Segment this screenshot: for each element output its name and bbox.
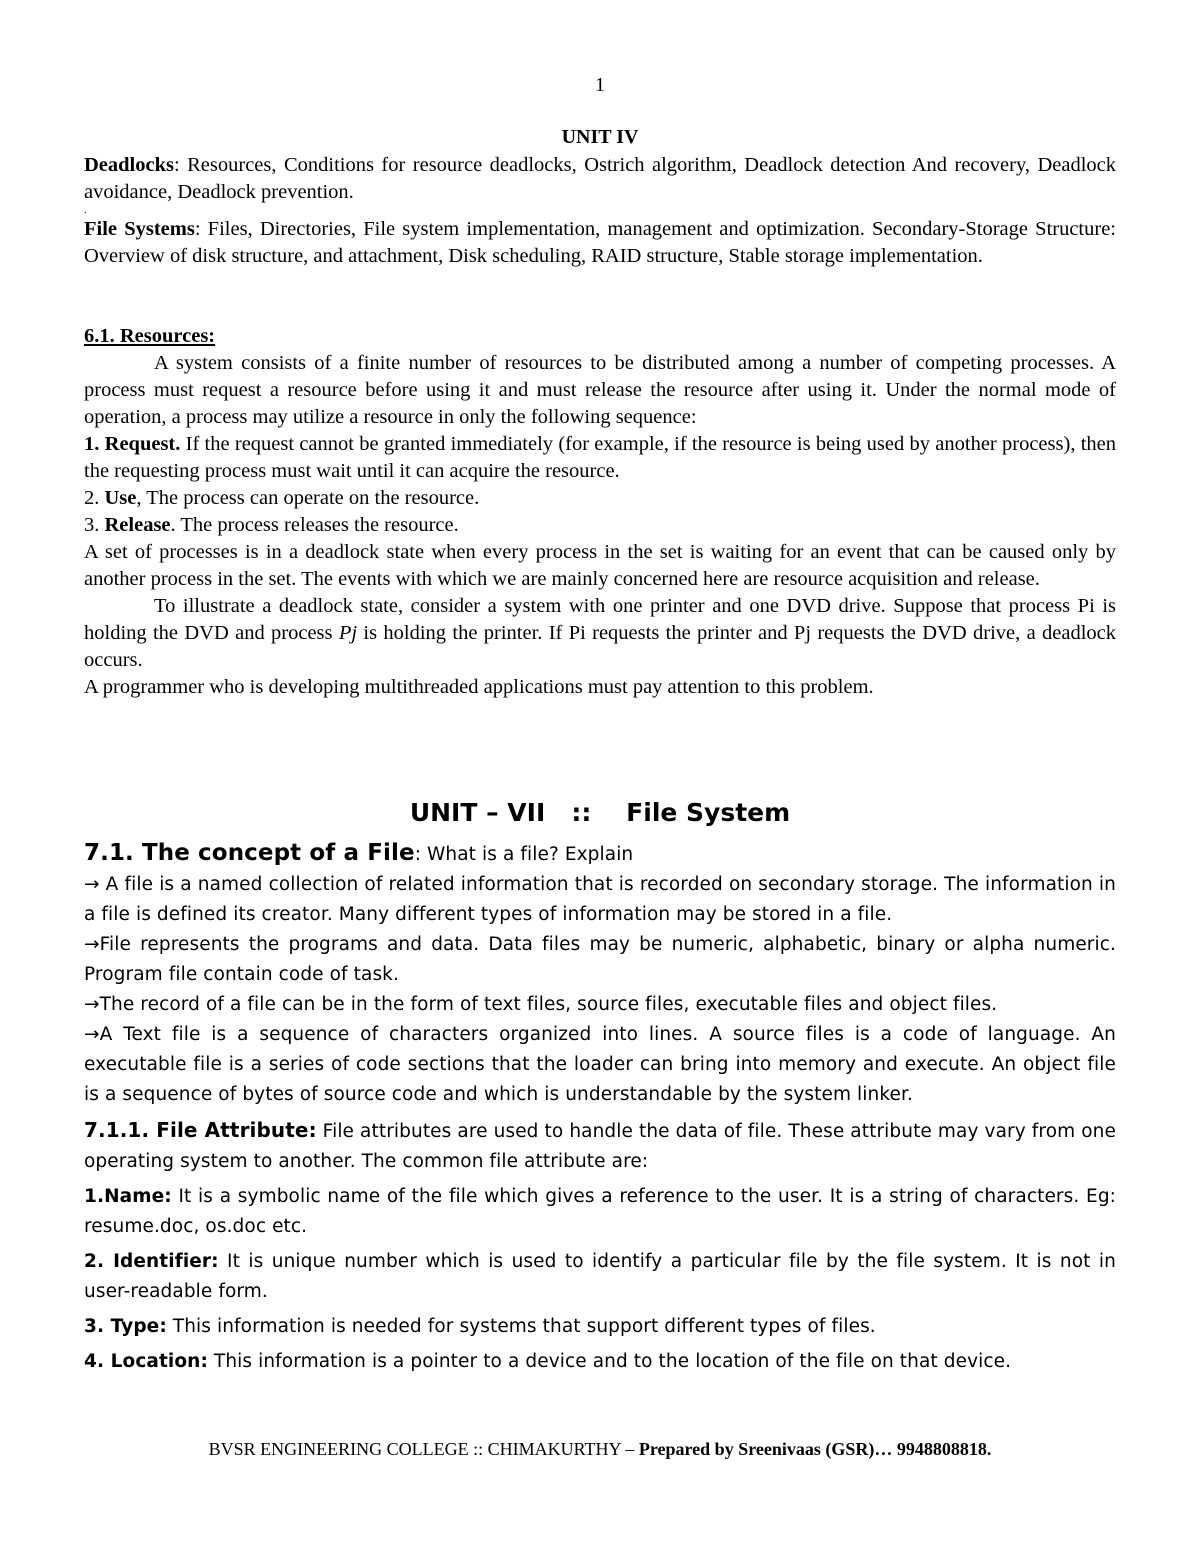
footer-college: BVSR ENGINEERING COLLEGE :: CHIMAKURTHY – xyxy=(208,1439,639,1459)
use-text: , The process can operate on the resource. xyxy=(136,487,480,509)
attribute-type-label: 3. Type: xyxy=(84,1316,167,1337)
attribute-type-text: This information is needed for systems that support different types of files. xyxy=(166,1316,876,1337)
file-concept-section xyxy=(84,838,1116,1377)
pj-italic: Pj xyxy=(338,622,358,644)
deadlocks-label: Deadlocks xyxy=(84,154,174,176)
attribute-location xyxy=(84,1347,1116,1377)
attribute-identifier-label: 2. Identifier: xyxy=(84,1251,219,1272)
request-number: 1. xyxy=(84,433,105,455)
resources-paragraph-4: A programmer who is developing multithreaded applications must pay attention to this problem. xyxy=(84,676,874,698)
file-bullet-3: →The record of a file can be in the form of text files, source files, executable files and object files. xyxy=(84,994,998,1015)
file-attribute-intro-text: File attributes are used to handle the data of file. These attribute may vary from one operating system to another. The common file attribute are: xyxy=(84,1121,1116,1172)
release-number: 3. xyxy=(84,514,105,536)
unit-iv-syllabus xyxy=(84,152,1116,270)
attribute-name-label: 1.Name: xyxy=(84,1186,172,1207)
deadlocks-topics: : Resources, Conditions for resource deadlocks, Ostrich algorithm, Deadlock detection And recovery, Deadlock avoidance, Deadlock prevention. xyxy=(84,154,1116,203)
footer-author: Prepared by Sreenivaas (GSR)… 9948808818. xyxy=(638,1439,992,1459)
paragraph-3-part-a: To illustrate a deadlock state, consider a system with one printer and one DVD drive. Suppose that process Pi is holding the DVD and process xyxy=(84,595,1116,644)
page-footer xyxy=(0,1439,1200,1460)
paragraph-3-part-b: is holding the printer. If Pi requests the printer and Pj requests the DVD drive, a deadlock occurs. xyxy=(84,622,1116,671)
file-concept-heading: 7.1. The concept of a File xyxy=(84,840,415,866)
unit-vii-title: UNIT – VII :: File System xyxy=(409,798,791,827)
resources-paragraph-2: A set of processes is in a deadlock state when every process in the set is waiting for an event that can be caused only by another process in the set. The events with which we are mainly concerned here are resource acquisition and release. xyxy=(84,541,1116,590)
request-text: If the request cannot be granted immediately (for example, if the resource is being used by another process), then the requesting process must wait until it can acquire the resource. xyxy=(84,433,1116,482)
release-item xyxy=(84,512,1116,539)
file-concept-heading-line xyxy=(84,838,1116,870)
resources-section xyxy=(84,323,1116,701)
separator-dot: . xyxy=(84,205,87,216)
attribute-name-text: It is a symbolic name of the file which gives a reference to the user. It is a string of characters. Eg: resume.doc, os.doc etc. xyxy=(84,1186,1116,1237)
page-number: 1 xyxy=(595,74,605,96)
resources-paragraph-3 xyxy=(84,593,1116,674)
file-systems-label: File Systems xyxy=(84,218,195,240)
attribute-name xyxy=(84,1182,1116,1242)
attribute-identifier xyxy=(84,1247,1116,1307)
deadlocks-syllabus xyxy=(84,152,1116,206)
request-item xyxy=(84,431,1116,485)
release-text: . The process releases the resource. xyxy=(170,514,459,536)
resources-paragraph-1: A system consists of a finite number of resources to be distributed among a number of competing processes. A process must request a resource before using it and must release the resource after using it. Under the normal mode of operation, a process may utilize a resource in only the following sequence: xyxy=(84,352,1116,428)
file-bullet-2: →File represents the programs and data. Data files may be numeric, alphabetic, binary or alpha numeric. Program file contain code of task. xyxy=(84,934,1116,985)
release-label: Release xyxy=(104,514,171,536)
attribute-location-text: This information is a pointer to a device and to the location of the file on that device. xyxy=(207,1351,1012,1372)
file-bullet-1: → A file is a named collection of related information that is recorded on secondary storage. The information in a file is defined its creator. Many different types of information may be stored in a file. xyxy=(84,874,1116,925)
file-systems-topics: : Files, Directories, File system implementation, management and optimization. Secondary-Storage Structure: Overview of disk structure, and attachment, Disk scheduling, RAID structure, Stable storage implementation. xyxy=(84,218,1117,267)
attribute-location-label: 4. Location: xyxy=(84,1351,208,1372)
file-bullet-4: →A Text file is a sequence of characters organized into lines. A source files is a code of language. An executable file is a series of code sections that the loader can bring into memory and execute. An object file is a sequence of bytes of source code and which is understandable by the system linker. xyxy=(84,1024,1116,1105)
use-label: Use xyxy=(104,487,137,509)
unit-iv-title: UNIT IV xyxy=(561,126,639,148)
resources-heading: 6.1. Resources: xyxy=(84,325,216,347)
file-concept-question: : What is a file? Explain xyxy=(414,844,634,865)
file-attribute-intro xyxy=(84,1115,1116,1177)
use-number: 2. xyxy=(84,487,105,509)
file-attribute-heading: 7.1.1. File Attribute: xyxy=(84,1118,317,1142)
use-item xyxy=(84,485,1116,512)
file-systems-syllabus xyxy=(84,216,1116,270)
attribute-type xyxy=(84,1312,1116,1342)
attribute-identifier-text: It is unique number which is used to identify a particular file by the file system. It is not in user-readable form. xyxy=(84,1251,1116,1302)
request-label: Request. xyxy=(104,433,181,455)
